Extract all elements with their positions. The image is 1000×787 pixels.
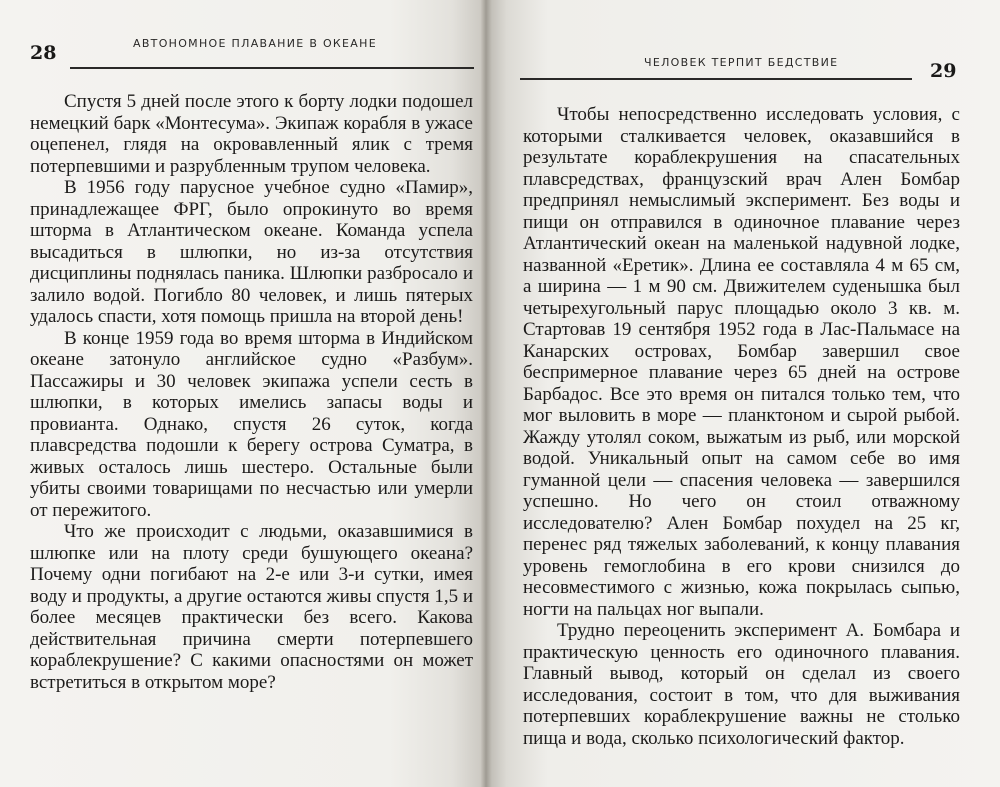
running-head-right: ЧЕЛОВЕК ТЕРПИТ БЕДСТВИЕ [644,56,839,69]
right-paragraph-1: Чтобы непосредственно исследовать условия, с которыми сталкивается человек, оказавшийся в результате кораблекрушения на спасательных плавсредствах, французский врач Ален Бомбар предпринял немыслимый эксперимент. Без воды и пищи он отправился в одиночное плавание через Атлантический океан на маленькой надувной лодке, названной «Еретик». Длина ее составляла 4 м 65 см, а ширина — 1 м 90 см. Движителем суденышка был четырехугольный парус площадью около 3 кв. м. Стартовав 19 сентября 1952 года в Лас-Пальмасе на Канарских островах, Бомбар завершил свое беспримерное плавание через 65 дней на острове Барбадос. Все это время он питался только тем, что мог выловить в море — планктоном и сырой рыбой. Жажду утолял соком, выжатым из рыб, или морской водой. Уникальный опыт на самом себе во имя гуманной цели — спасения человека — завершился успешно. Но чего он стоил отважному исследователю? Ален Бомбар похудел на 25 кг, перенес ряд тяжелых заболеваний, к концу плавания уровень гемоглобина в его крови снизился до несовместимого с жизнью, кожа покрылась сыпью, ногти на пальцах ног выпали. [523,104,960,620]
left-page [0,0,486,787]
book-spine [480,0,492,787]
header-rule-right [520,78,912,80]
right-paragraph-2: Трудно переоценить эксперимент А. Бомбара и практическую ценность его одиночного плавания. Главный вывод, который он сделал из своего исследования, состоит в том, что для выживания потерпевших кораблекрушение важны не столько пища и вода, сколько психологический фактор. [523,620,960,749]
right-text-block [523,104,960,749]
page-number-right: 29 [930,60,957,82]
running-head-left: АВТОНОМНОЕ ПЛАВАНИЕ В ОКЕАНЕ [133,37,377,50]
left-paragraph-2: В 1956 году парусное учебное судно «Памир», принадлежащее ФРГ, было опрокинуто во время шторма в Атлантическом океане. Команда успела высадиться в шлюпки, но из-за отсутствия дисциплины поднялась паника. Шлюпки разбросало и залило водой. Погибло 80 человек, и лишь пятерых удалось спасти, хотя помощь пришла на второй день! [30,177,473,327]
left-paragraph-3: В конце 1959 года во время шторма в Индийском океане затонуло английское судно «Разбум». Пассажиры и 30 человек экипажа успели сесть в шлюпки, в которых имелись запасы воды и провианта. Однако, спустя 26 суток, когда плавсредства подошли к берегу острова Суматра, в живых осталось лишь шестеро. Остальные были убиты своими товарищами по несчастью или умерли от пережитого. [30,327,473,521]
left-text-block [30,91,473,693]
page-number-left: 28 [30,42,57,64]
left-paragraph-1: Спустя 5 дней после этого к борту лодки подошел немецкий барк «Монтесума». Экипаж корабля в ужасе оцепенел, глядя на окровавленный ялик с тремя потерпевшими и разрубленным трупом человека. [30,91,473,177]
left-paragraph-4: Что же происходит с людьми, оказавшимися в шлюпке или на плоту среди бушующего океана? Почему одни погибают на 2-е или 3-и сутки, имея воду и продукты, а другие остаются живы спустя 1,5 и более месяцев практически без всего. Какова действительная причина смерти потерпевшего кораблекрушение? С какими опасностями он может встретиться в открытом море? [30,521,474,693]
header-rule-left [70,67,474,69]
